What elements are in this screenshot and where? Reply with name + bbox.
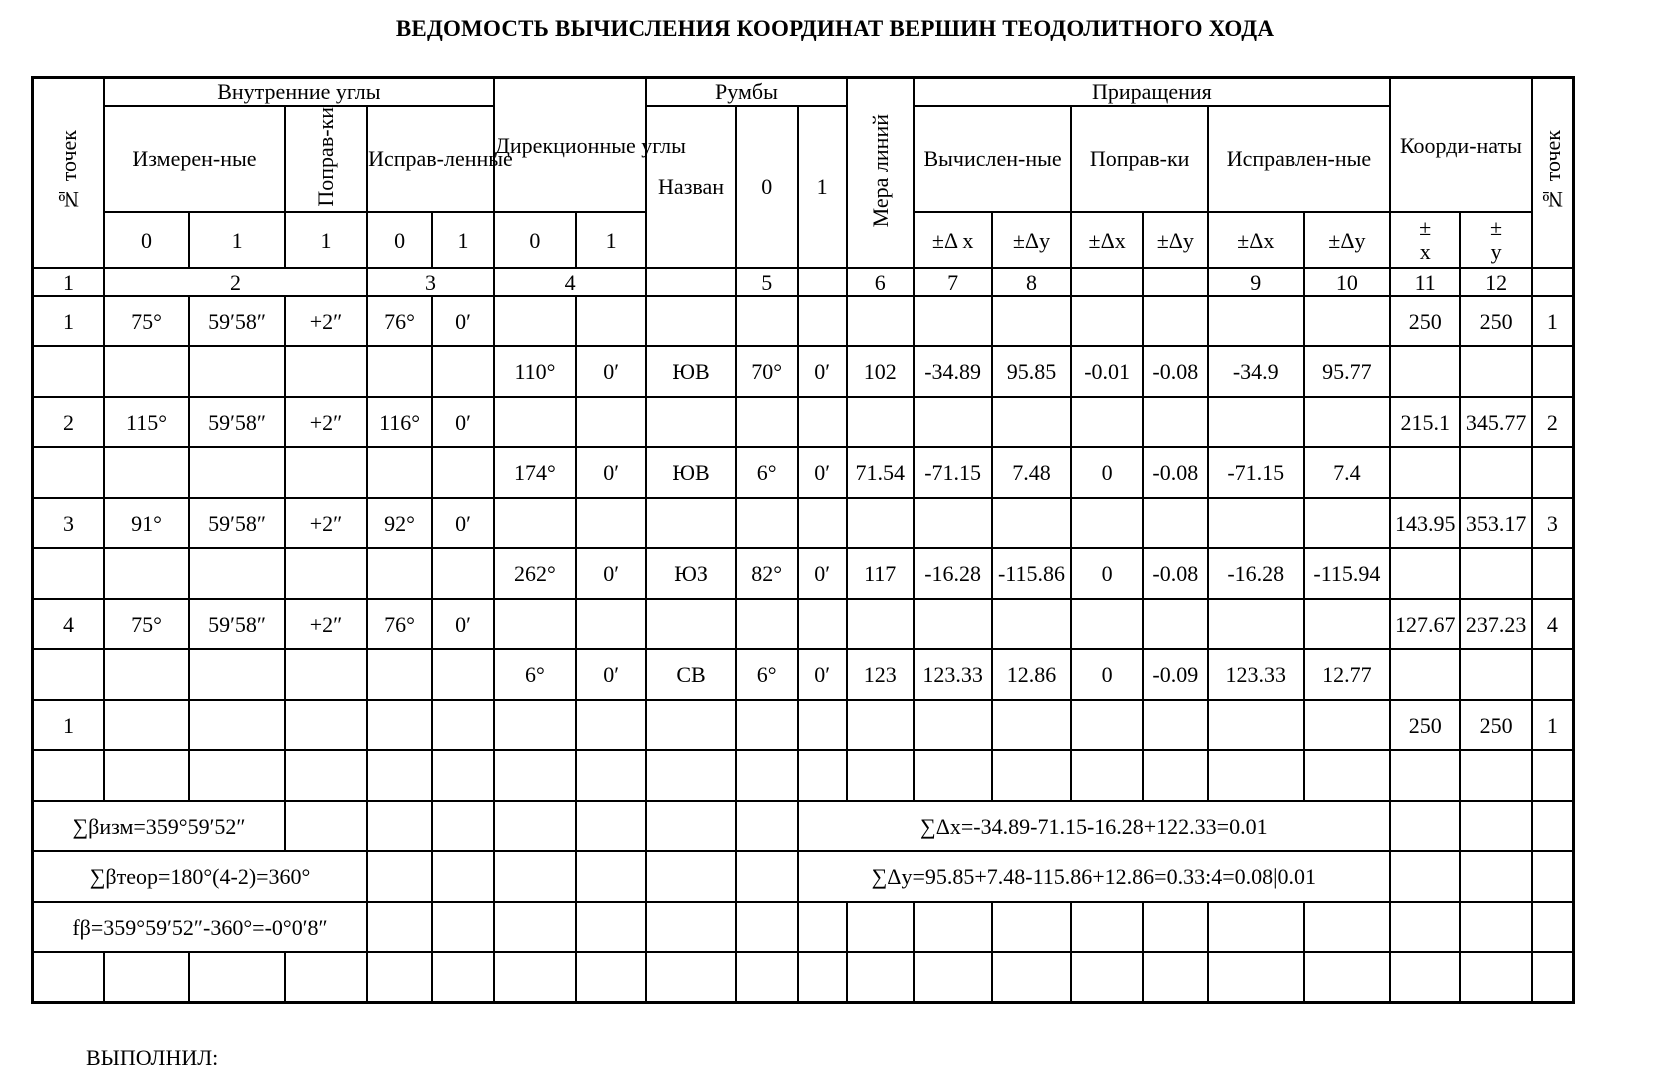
point-right-cell: 4	[1532, 599, 1574, 649]
table-row	[33, 397, 1574, 447]
dy-corrected-cell: 12.77	[1304, 649, 1390, 700]
rhumb-name-cell: ЮЗ	[646, 548, 736, 599]
rhumb-deg-cell: 6°	[736, 447, 798, 498]
dy-cell: -115.86	[992, 548, 1072, 599]
dx-correction-cell: 0	[1071, 649, 1142, 700]
col-number: 8	[992, 268, 1072, 296]
f-beta: fβ=359°59′52″-360°=-0°0′8″	[33, 902, 368, 952]
table-row	[33, 548, 1574, 599]
col-number: 4	[494, 268, 646, 296]
sheet-title: ВЕДОМОСТЬ ВЫЧИСЛЕНИЯ КООРДИНАТ ВЕРШИН ТЕОДОЛИТНОГО ХОДА	[395, 16, 1275, 41]
sub-header: ±Δy	[1143, 212, 1208, 268]
point-cell: 1	[33, 296, 104, 346]
dx-corrected-cell: -34.9	[1208, 346, 1304, 397]
sub-header: 0	[494, 212, 576, 268]
x-cell: 250	[1390, 296, 1460, 346]
dx-correction-cell: -0.01	[1071, 346, 1142, 397]
corrected-min-cell: 0′	[432, 397, 494, 447]
rhumb-min-cell: 0′	[798, 548, 847, 599]
y-cell: 250	[1460, 700, 1531, 750]
correction-cell: +2″	[285, 599, 367, 649]
header-row-2	[33, 106, 1574, 213]
col-number: 5	[736, 268, 798, 296]
sub-header: ±Δy	[992, 212, 1072, 268]
rhumbs-header: Румбы	[646, 78, 846, 106]
inc-corrected-header: Исправлен-ные	[1208, 106, 1390, 213]
y-cell: 250	[1460, 296, 1531, 346]
correction-cell: +2″	[285, 498, 367, 548]
dx-corrected-cell: 123.33	[1208, 649, 1304, 700]
dx-cell: -16.28	[914, 548, 992, 599]
table-row	[33, 750, 1574, 801]
measured-deg-cell: 115°	[104, 397, 189, 447]
corrected-deg-cell: 76°	[367, 599, 432, 649]
dy-cell: 7.48	[992, 447, 1072, 498]
col-number: 10	[1304, 268, 1390, 296]
point-cell: 2	[33, 397, 104, 447]
dir-deg-cell: 174°	[494, 447, 576, 498]
dy-correction-cell: -0.09	[1143, 649, 1208, 700]
dir-min-cell: 0′	[576, 447, 646, 498]
column-numbers-row	[33, 268, 1574, 296]
point-no-header: № точек	[33, 78, 104, 269]
point-right-cell: 2	[1532, 397, 1574, 447]
dy-corrected-cell: -115.94	[1304, 548, 1390, 599]
corrected-deg-cell: 92°	[367, 498, 432, 548]
point-cell: 3	[33, 498, 104, 548]
x-cell: 215.1	[1390, 397, 1460, 447]
corrections-header: Поправ-ки	[285, 106, 367, 213]
correction-cell: +2″	[285, 397, 367, 447]
table-row	[33, 952, 1574, 1002]
y-cell: 353.17	[1460, 498, 1531, 548]
sub-header: 0	[367, 212, 432, 268]
col-number: 6	[847, 268, 914, 296]
dy-cell: 95.85	[992, 346, 1072, 397]
dx-corrected-cell: -16.28	[1208, 548, 1304, 599]
point-right-cell: 3	[1532, 498, 1574, 548]
measured-min-cell: 59′58″	[189, 397, 285, 447]
rhumb-name-cell: СВ	[646, 649, 736, 700]
measured-min-cell: 59′58″	[189, 296, 285, 346]
rhumb-name-cell: ЮВ	[646, 447, 736, 498]
point-right-cell: 1	[1532, 700, 1574, 750]
dir-min-cell: 0′	[576, 346, 646, 397]
sub-header: 1	[576, 212, 646, 268]
sub-header: 1	[189, 212, 285, 268]
dy-corrected-cell: 7.4	[1304, 447, 1390, 498]
dy-correction-cell: -0.08	[1143, 447, 1208, 498]
point-cell: 1	[33, 700, 104, 750]
coordinates-header: Коорди-наты	[1390, 78, 1532, 213]
dy-corrected-cell: 95.77	[1304, 346, 1390, 397]
sub-header: 1	[432, 212, 494, 268]
dx-correction-cell: 0	[1071, 447, 1142, 498]
computed-header: Вычислен-ные	[914, 106, 1072, 213]
sub-header: ±Δ x	[914, 212, 992, 268]
x-cell: 250	[1390, 700, 1460, 750]
col-number: 7	[914, 268, 992, 296]
rhumb-name-cell: ЮВ	[646, 346, 736, 397]
measured-header: Измерен-ные	[104, 106, 285, 213]
corrected-deg-cell: 116°	[367, 397, 432, 447]
rhumb-min-cell: 0′	[798, 649, 847, 700]
sum-dy: ∑Δy=95.85+7.48-115.86+12.86=0.33:4=0.08|0.01	[798, 851, 1390, 902]
table-row	[33, 599, 1574, 649]
rhumb-name-header: Назван	[646, 106, 736, 269]
table-row	[33, 700, 1574, 750]
length-cell: 123	[847, 649, 914, 700]
x-cell: 143.95	[1390, 498, 1460, 548]
dy-cell: 12.86	[992, 649, 1072, 700]
measured-min-cell: 59′58″	[189, 498, 285, 548]
increments-header: Приращения	[914, 78, 1390, 106]
coordinates-table	[31, 76, 1575, 1004]
sub-header: ±Δy	[1304, 212, 1390, 268]
point-no-right-header: № точек	[1532, 78, 1574, 269]
sub-header: ±Δx	[1208, 212, 1304, 268]
x-header: ± x	[1390, 212, 1460, 268]
y-header: ± y	[1460, 212, 1531, 268]
line-measure-header: Мера линий	[847, 78, 914, 269]
dx-correction-cell: 0	[1071, 548, 1142, 599]
table-row	[33, 346, 1574, 397]
table-row	[33, 801, 1574, 851]
sum-dx: ∑Δx=-34.89-71.15-16.28+122.33=0.01	[798, 801, 1390, 851]
header-row-1	[33, 78, 1574, 106]
dx-cell: -71.15	[914, 447, 992, 498]
col-number: 1	[33, 268, 104, 296]
table-row	[33, 902, 1574, 952]
length-cell: 71.54	[847, 447, 914, 498]
dx-corrected-cell: -71.15	[1208, 447, 1304, 498]
sum-beta-theoretical: ∑βтеор=180°(4-2)=360°	[33, 851, 368, 902]
length-cell: 102	[847, 346, 914, 397]
col-number: 11	[1390, 268, 1460, 296]
dy-correction-cell: -0.08	[1143, 346, 1208, 397]
inc-corrections-header: Поправ-ки	[1071, 106, 1207, 213]
rhumb-min-cell: 0′	[798, 346, 847, 397]
rhumb-min-cell: 0′	[798, 447, 847, 498]
dy-correction-cell: -0.08	[1143, 548, 1208, 599]
table-row	[33, 498, 1574, 548]
dx-cell: -34.89	[914, 346, 992, 397]
correction-cell: +2″	[285, 296, 367, 346]
dir-deg-cell: 262°	[494, 548, 576, 599]
dir-deg-cell: 6°	[494, 649, 576, 700]
performed-by-label: ВЫПОЛНИЛ:	[86, 1045, 219, 1070]
measured-deg-cell: 75°	[104, 599, 189, 649]
sub-header: ±Δx	[1071, 212, 1142, 268]
table-row	[33, 649, 1574, 700]
corrected-min-cell: 0′	[432, 296, 494, 346]
dir-deg-cell: 110°	[494, 346, 576, 397]
table-row	[33, 851, 1574, 902]
corrected-min-cell: 0′	[432, 599, 494, 649]
sub-header: 0	[104, 212, 189, 268]
rhumb-deg-header: 0	[736, 106, 798, 269]
point-right-cell: 1	[1532, 296, 1574, 346]
col-number: 9	[1208, 268, 1304, 296]
y-cell: 237.23	[1460, 599, 1531, 649]
sum-beta-measured: ∑βизм=359°59′52″	[33, 801, 286, 851]
dir-min-cell: 0′	[576, 649, 646, 700]
dx-cell: 123.33	[914, 649, 992, 700]
col-number: 3	[367, 268, 494, 296]
measured-min-cell: 59′58″	[189, 599, 285, 649]
measured-deg-cell: 75°	[104, 296, 189, 346]
table-row	[33, 296, 1574, 346]
sub-header: 1	[285, 212, 367, 268]
dir-min-cell: 0′	[576, 548, 646, 599]
direction-angles-header: Дирекционные углы	[494, 78, 646, 213]
rhumb-deg-cell: 6°	[736, 649, 798, 700]
rhumb-min-header: 1	[798, 106, 847, 269]
corrected-min-cell: 0′	[432, 498, 494, 548]
rhumb-deg-cell: 70°	[736, 346, 798, 397]
x-cell: 127.67	[1390, 599, 1460, 649]
inner-angles-header: Внутренние углы	[104, 78, 494, 106]
col-number: 2	[104, 268, 367, 296]
corrected-deg-cell: 76°	[367, 296, 432, 346]
corrected-header: Исправ-ленные	[367, 106, 494, 213]
length-cell: 117	[847, 548, 914, 599]
measured-deg-cell: 91°	[104, 498, 189, 548]
point-cell: 4	[33, 599, 104, 649]
y-cell: 345.77	[1460, 397, 1531, 447]
col-number: 12	[1460, 268, 1531, 296]
rhumb-deg-cell: 82°	[736, 548, 798, 599]
table-row	[33, 447, 1574, 498]
